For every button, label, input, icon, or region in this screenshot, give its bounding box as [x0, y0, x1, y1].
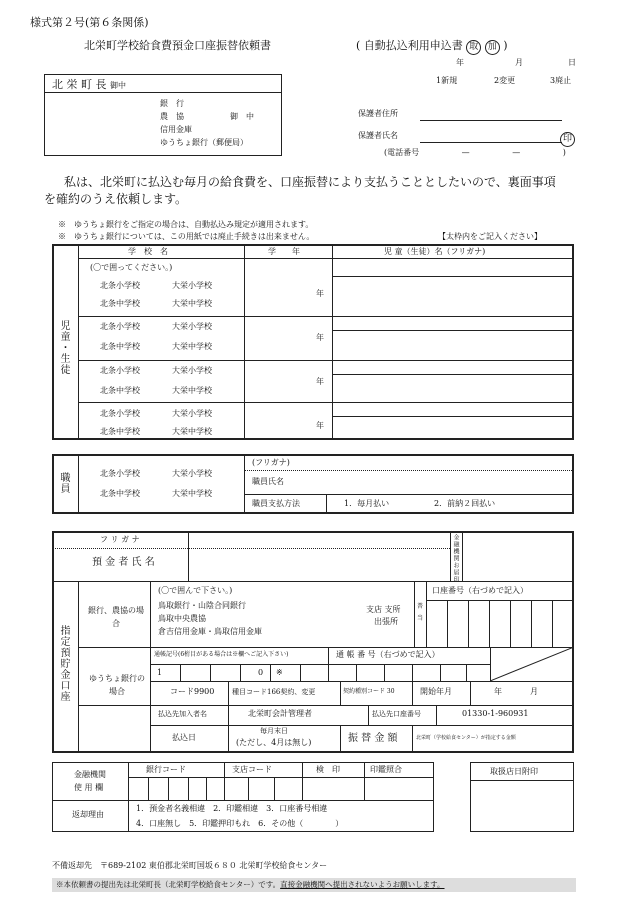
school-option[interactable]: 大栄中学校	[172, 427, 212, 436]
school-option[interactable]: 大栄小学校	[172, 469, 212, 478]
guardian-name-field[interactable]	[420, 142, 562, 143]
futsu-option[interactable]: 普	[417, 603, 424, 610]
bank-code-label: 銀行コード	[146, 765, 186, 774]
school-option[interactable]: 北条中学校	[100, 386, 140, 395]
branch-code-label: 支店コード	[232, 765, 272, 774]
payee-label: 払込先加入者名	[158, 710, 207, 718]
bank-option-agri[interactable]: 鳥取中央農協	[158, 614, 206, 623]
touza-option[interactable]: 当	[417, 615, 424, 622]
diagonal-slash	[490, 647, 574, 681]
onchu-label: 御 中	[230, 112, 254, 121]
option-new[interactable]: 1新規	[436, 76, 458, 85]
amount-label: 振 替 金 額	[348, 733, 398, 744]
tsucho-one: 1	[157, 668, 163, 677]
school-option[interactable]: 北条中学校	[100, 342, 140, 351]
branch-label: 支店 支所	[366, 605, 401, 614]
inspection-label: 検 印	[316, 765, 340, 774]
date-day-label: 日	[568, 58, 576, 67]
date-month-label: 月	[515, 58, 523, 67]
school-option[interactable]: 大栄小学校	[172, 409, 212, 418]
bank-use-label-1: 金融機関	[74, 770, 106, 779]
payee-name: 北栄町会計管理者	[248, 709, 312, 718]
inner-frame-note: 【太枠内をご記入ください】	[438, 232, 542, 241]
students-side-label: 児童・生徒	[58, 320, 69, 375]
col-student-name: 児 童（生徒）名（フリガナ)	[384, 247, 486, 256]
footer-note: ※本依頼書の提出先は北栄町長（北栄町学校給食センター）です。直接金融機関へ提出されないようお願いします。	[56, 880, 445, 889]
grade-unit: 年	[316, 289, 324, 298]
start-month-unit: 月	[530, 687, 538, 696]
bank-option-credit[interactable]: 倉吉信用金庫・鳥取信用金庫	[158, 627, 262, 636]
bank-circle-note: (〇で囲んで下さい。)	[158, 586, 233, 595]
school-option[interactable]: 北条小学校	[100, 409, 140, 418]
school-option[interactable]: 北条小学校	[100, 366, 140, 375]
statement-line-2: を確約のうえ依頼します。	[44, 192, 188, 206]
form-title: 北栄町学校給食費預金口座振替依頼書	[84, 39, 271, 52]
code-9900: コード9900	[170, 687, 215, 696]
payee-number: 01330-1-960931	[462, 709, 529, 718]
form-number: 様式第２号(第６条関係)	[30, 16, 149, 29]
staff-method-label: 職員支払方法	[252, 499, 300, 508]
fin-seal-label: 金融機関お届印	[452, 534, 459, 583]
grade-unit: 年	[316, 377, 324, 386]
col-school: 学 校 名	[128, 247, 168, 256]
tel-label: (電話番号 — — )	[384, 148, 566, 157]
branch-office-label: 出張所	[374, 617, 398, 626]
school-option[interactable]: 北条小学校	[100, 322, 140, 331]
return-reasons-1: 1．預金者名義相違 2．印鑑相違 3．口座番号相違	[136, 804, 328, 813]
tsucho-zero: 0	[258, 668, 264, 677]
bank-use-label-2: 使 用 欄	[74, 783, 104, 792]
account-number-label: 口座番号（右づめで記入）	[432, 586, 528, 595]
school-option[interactable]: 北条中学校	[100, 489, 140, 498]
bank-case-label: 銀行、農協の場合	[88, 606, 144, 628]
date-year-label: 年	[456, 58, 464, 67]
account-side-label: 指定預貯金口座	[58, 625, 69, 702]
statement-line-1: 私は、北栄町に払込む毎月の給食費を、口座振替により支払うこととしたいので、裏面事項	[64, 175, 556, 189]
start-month-label: 開始年月	[420, 687, 452, 696]
school-option[interactable]: 北条中学校	[100, 427, 140, 436]
school-option[interactable]: 大栄小学校	[172, 281, 212, 290]
school-option[interactable]: 北条小学校	[100, 469, 140, 478]
mayor-label: 北 栄 町 長 御中	[52, 78, 126, 91]
note-2: ※ ゆうちょ銀行については、この用紙では廃止手続きは出来ません。	[58, 232, 315, 241]
school-option[interactable]: 大栄中学校	[172, 299, 212, 308]
tsucho-number-label: 通 帳 番 号（右づめで記入）	[336, 650, 440, 659]
credit-label: 信用金庫	[160, 125, 192, 134]
grade-unit: 年	[316, 421, 324, 430]
cancel-circle-option[interactable]: 取	[466, 40, 481, 55]
method-monthly[interactable]: 1．毎月払い	[344, 499, 390, 508]
return-reasons-2: 4．口座無し 5．印鑑押印もれ 6．その他（ ）	[136, 819, 344, 828]
pay-day-label: 払込日	[172, 733, 196, 742]
school-option[interactable]: 大栄小学校	[172, 366, 212, 375]
school-option[interactable]: 大栄中学校	[172, 489, 212, 498]
note-1: ※ ゆうちょ銀行をご指定の場合は、自動払込み規定が適用されます。	[58, 220, 314, 229]
guardian-address-field[interactable]	[420, 120, 562, 121]
yucho-label: ゆうちょ銀行（郵便局）	[160, 138, 248, 147]
tsucho-kigo-label: 通帳記号(6桁目がある場合は※欄へご記入下さい)	[154, 651, 289, 658]
bank-label: 銀 行	[160, 99, 184, 108]
bank-option-tottori[interactable]: 鳥取銀行・山陰合同銀行	[158, 601, 246, 610]
agri-label: 農 協	[160, 112, 184, 121]
holder-furigana-label: フ リ ガ ナ	[100, 535, 140, 544]
yucho-case-label: ゆうちょ銀行の場合	[89, 674, 145, 696]
kind-code: 種目コード166契約、変更	[232, 688, 316, 696]
return-reason-label: 返却理由	[72, 810, 104, 819]
method-prepay[interactable]: 2．前納２回払い	[434, 499, 496, 508]
school-option[interactable]: 大栄中学校	[172, 342, 212, 351]
school-option[interactable]: 北条小学校	[100, 281, 140, 290]
guardian-name-label: 保護者氏名	[358, 131, 398, 140]
seal-check-label: 印鑑照合	[370, 765, 402, 774]
add-circle-option[interactable]: 加	[485, 40, 500, 55]
holder-name-label: 預 金 者 氏 名	[92, 557, 155, 568]
handling-date-label: 取扱店日附印	[490, 767, 538, 776]
staff-furigana-label: (フリガナ)	[252, 458, 290, 467]
pay-day-value-2: (ただし、4月は無し)	[236, 738, 312, 747]
school-option[interactable]: 大栄中学校	[172, 386, 212, 395]
contract-code: 契約種別コード 30	[343, 688, 395, 695]
seal-mark: 印	[560, 132, 575, 147]
option-abolish[interactable]: 3廃止	[550, 76, 572, 85]
guardian-address-label: 保護者住所	[358, 109, 398, 118]
pay-day-value-1: 毎月末日	[260, 727, 288, 735]
staff-table	[52, 454, 574, 514]
tsucho-asterisk: ※	[276, 668, 283, 677]
circle-note: (〇で囲ってください。)	[90, 263, 173, 272]
school-option[interactable]: 北条中学校	[100, 299, 140, 308]
payee-number-label: 払込先口座番号	[372, 710, 421, 718]
staff-name-label: 職員氏名	[252, 477, 284, 486]
return-address: 不備返却先 〒689-2102 東伯郡北栄町国坂６８０ 北栄町学校給食センター	[52, 861, 328, 870]
grade-unit: 年	[316, 333, 324, 342]
amount-value: 北栄町（学校給食センター）が指定する金額	[416, 735, 516, 741]
application-type: ( 自動払込利用申込書 取 加 )	[356, 40, 508, 55]
start-year-unit: 年	[494, 687, 502, 696]
col-grade: 学 年	[268, 247, 300, 256]
option-change[interactable]: 2変更	[494, 76, 516, 85]
school-option[interactable]: 大栄小学校	[172, 322, 212, 331]
staff-side-label: 職員	[58, 472, 69, 494]
